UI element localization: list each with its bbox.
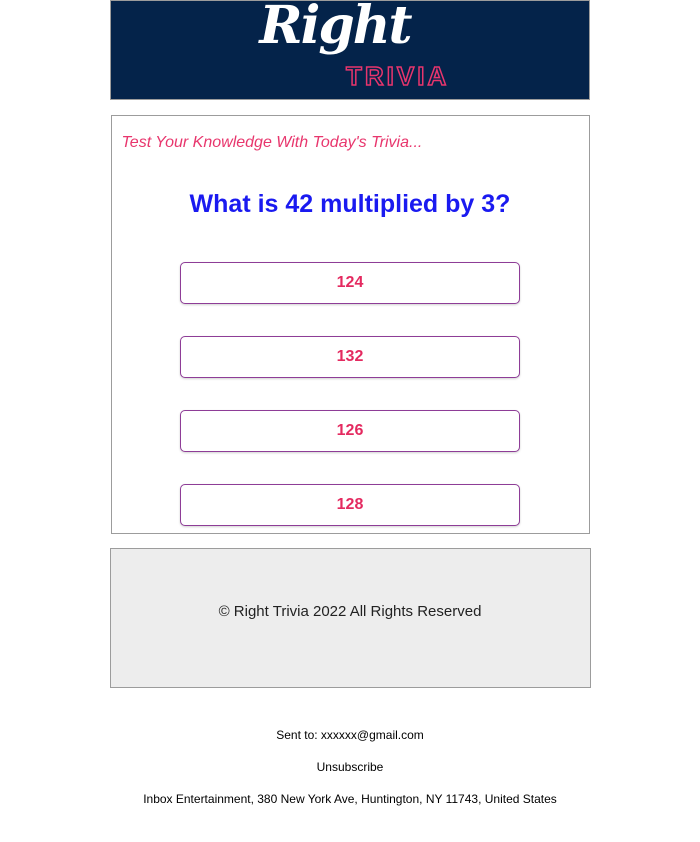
answer-list — [112, 262, 589, 526]
trivia-card — [111, 115, 590, 534]
copyright-text: © Right Trivia 2022 All Rights Reserved — [218, 603, 482, 620]
email-footer — [109, 728, 591, 806]
copyright-box — [110, 548, 591, 688]
teaser-text: Test Your Knowledge With Today's Trivia... — [121, 134, 423, 151]
sender-address: Inbox Entertainment, 380 New York Ave, Huntington, NY 11743, United States — [143, 792, 557, 806]
answer-button-2[interactable]: 132 — [180, 336, 520, 378]
unsubscribe-link[interactable]: Unsubscribe — [316, 760, 384, 774]
answer-button-1[interactable]: 124 — [180, 262, 520, 304]
brand-header — [110, 0, 590, 100]
sent-to-text: Sent to: xxxxxx@gmail.com — [276, 728, 424, 742]
brand-logo-script: Right — [259, 0, 411, 56]
answer-button-3[interactable]: 126 — [180, 410, 520, 452]
answer-button-4[interactable]: 128 — [180, 484, 520, 526]
trivia-question: What is 42 multiplied by 3? — [189, 190, 511, 218]
brand-logo-trivia: TRIVIA — [346, 61, 450, 91]
email-body — [109, 0, 591, 806]
